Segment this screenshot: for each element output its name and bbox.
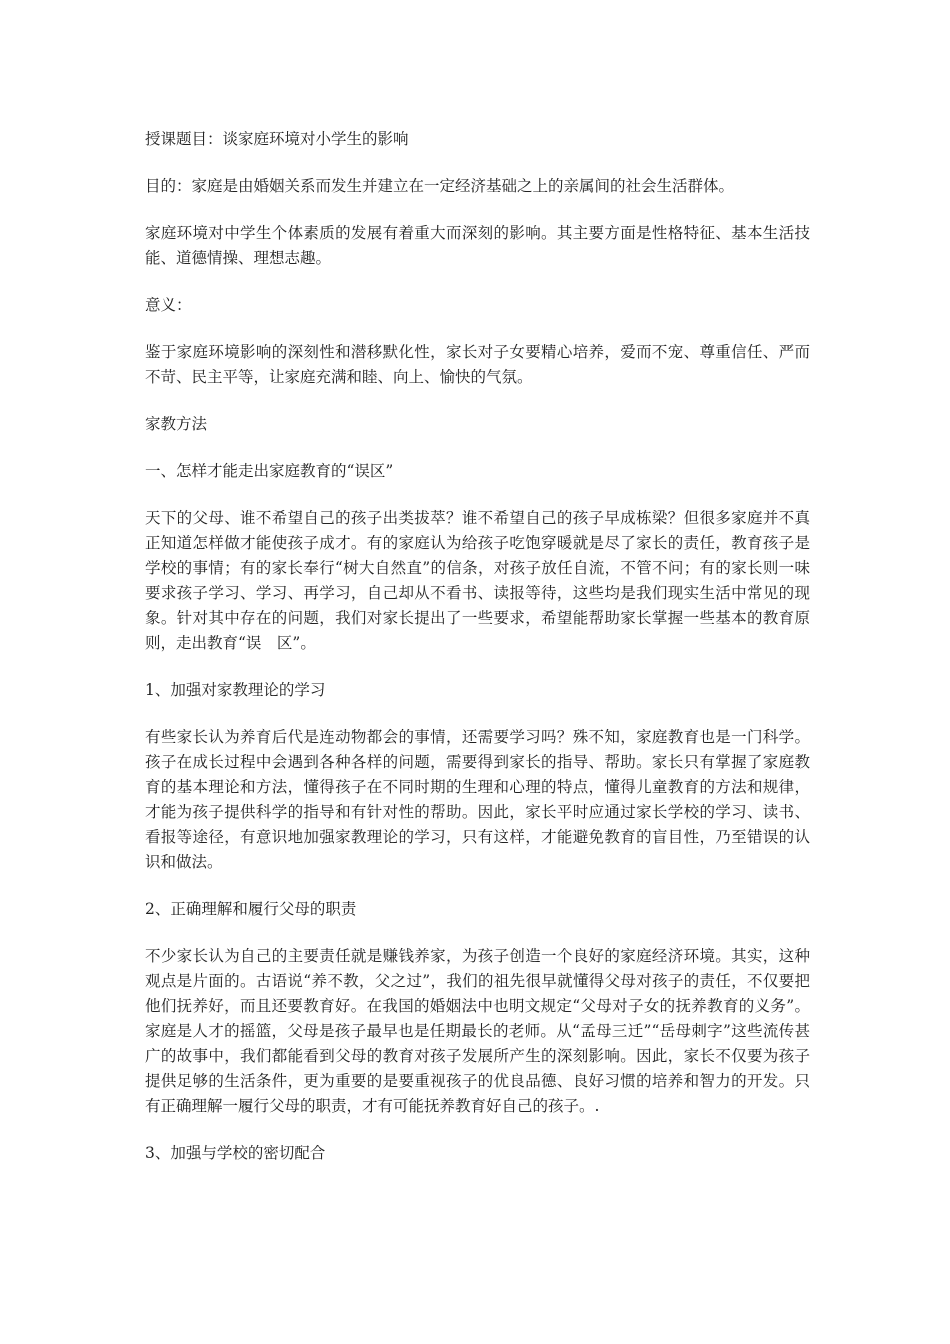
methods-heading: 家教方法 [145,415,208,433]
document-body [145,127,810,1188]
significance-label: 意义： [145,296,192,314]
item-3-heading: 3、加强与学校的密切配合 [145,1144,326,1162]
item-1-body: 有些家长认为养育后代是连动物都会的事情，还需要学习吗？殊不知，家庭教育也是一门科学。孩子在成长过程中会遇到各种各样的问题，需要得到家长的指导、帮助。家长只有掌握了家庭教育的基本理论和方法，懂得孩子在不同时期的生理和心理的特点，懂得儿童教育的方法和规律，才能为孩子提供科学的指导和有针对性的帮助。因此，家长平时应通过家长学校的学习、读书、看报等途径，有意识地加强家教理论的学习，只有这样，才能避免教育的盲目性，乃至错误的认识和做法。 [145,728,810,871]
item-2-body: 不少家长认为自己的主要责任就是赚钱养家，为孩子创造一个良好的家庭经济环境。其实，这种观点是片面的。古语说“养不教，父之过”，我们的祖先很早就懂得父母对孩子的责任，不仅要把他们抚养好，而且还要教育好。在我国的婚姻法中也明文规定“父母对子女的抚养教育的义务”。家庭是人才的摇篮，父母是孩子最早也是任期最长的老师。从“孟母三迁”“岳母刺字”这些流传甚广的故事中，我们都能看到父母的教育对孩子发展所产生的深刻影响。因此，家长不仅要为孩子提供足够的生活条件，更为重要的是要重视孩子的优良品德、良好习惯的培养和智力的开发。只有正确理解一履行父母的职责，才有可能抚养教育好自己的孩子。. [145,947,810,1115]
item-2-heading: 2、正确理解和履行父母的职责 [145,900,357,918]
purpose-paragraph: 目的：家庭是由婚姻关系而发生并建立在一定经济基础之上的亲属间的社会生活群体。 [145,177,735,195]
section-1-body: 天下的父母、谁不希望自己的孩子出类拔萃？谁不希望自己的孩子早成栋梁？但很多家庭并不真正知道怎样做才能使孩子成才。有的家庭认为给孩子吃饱穿暖就是尽了家长的责任，教育孩子是学校的事情；有的家长奉行“树大自然直”的信条，对孩子放任自流，不管不问；有的家长则一味要求孩子学习、学习、再学习，自己却从不看书、读报等待，这些均是我们现实生活中常见的现象。针对其中存在的问题，我们对家长提出了一些要求，希望能帮助家长掌握一些基本的教育原则，走出教育“误 区”。 [145,509,810,652]
lesson-title: 授课题目：谈家庭环境对小学生的影响 [145,130,409,148]
significance-paragraph: 鉴于家庭环境影响的深刻性和潜移默化性，家长对子女要精心培养，爱而不宠、尊重信任、严而不苛、民主平等，让家庭充满和睦、向上、愉快的气氛。 [145,343,810,386]
purpose-detail-paragraph: 家庭环境对中学生个体素质的发展有着重大而深刻的影响。其主要方面是性格特征、基本生活技能、道德情操、理想志趣。 [145,224,810,267]
section-1-heading: 一、怎样才能走出家庭教育的“误区” [145,462,394,480]
item-1-heading: 1、加强对家教理论的学习 [145,681,326,699]
